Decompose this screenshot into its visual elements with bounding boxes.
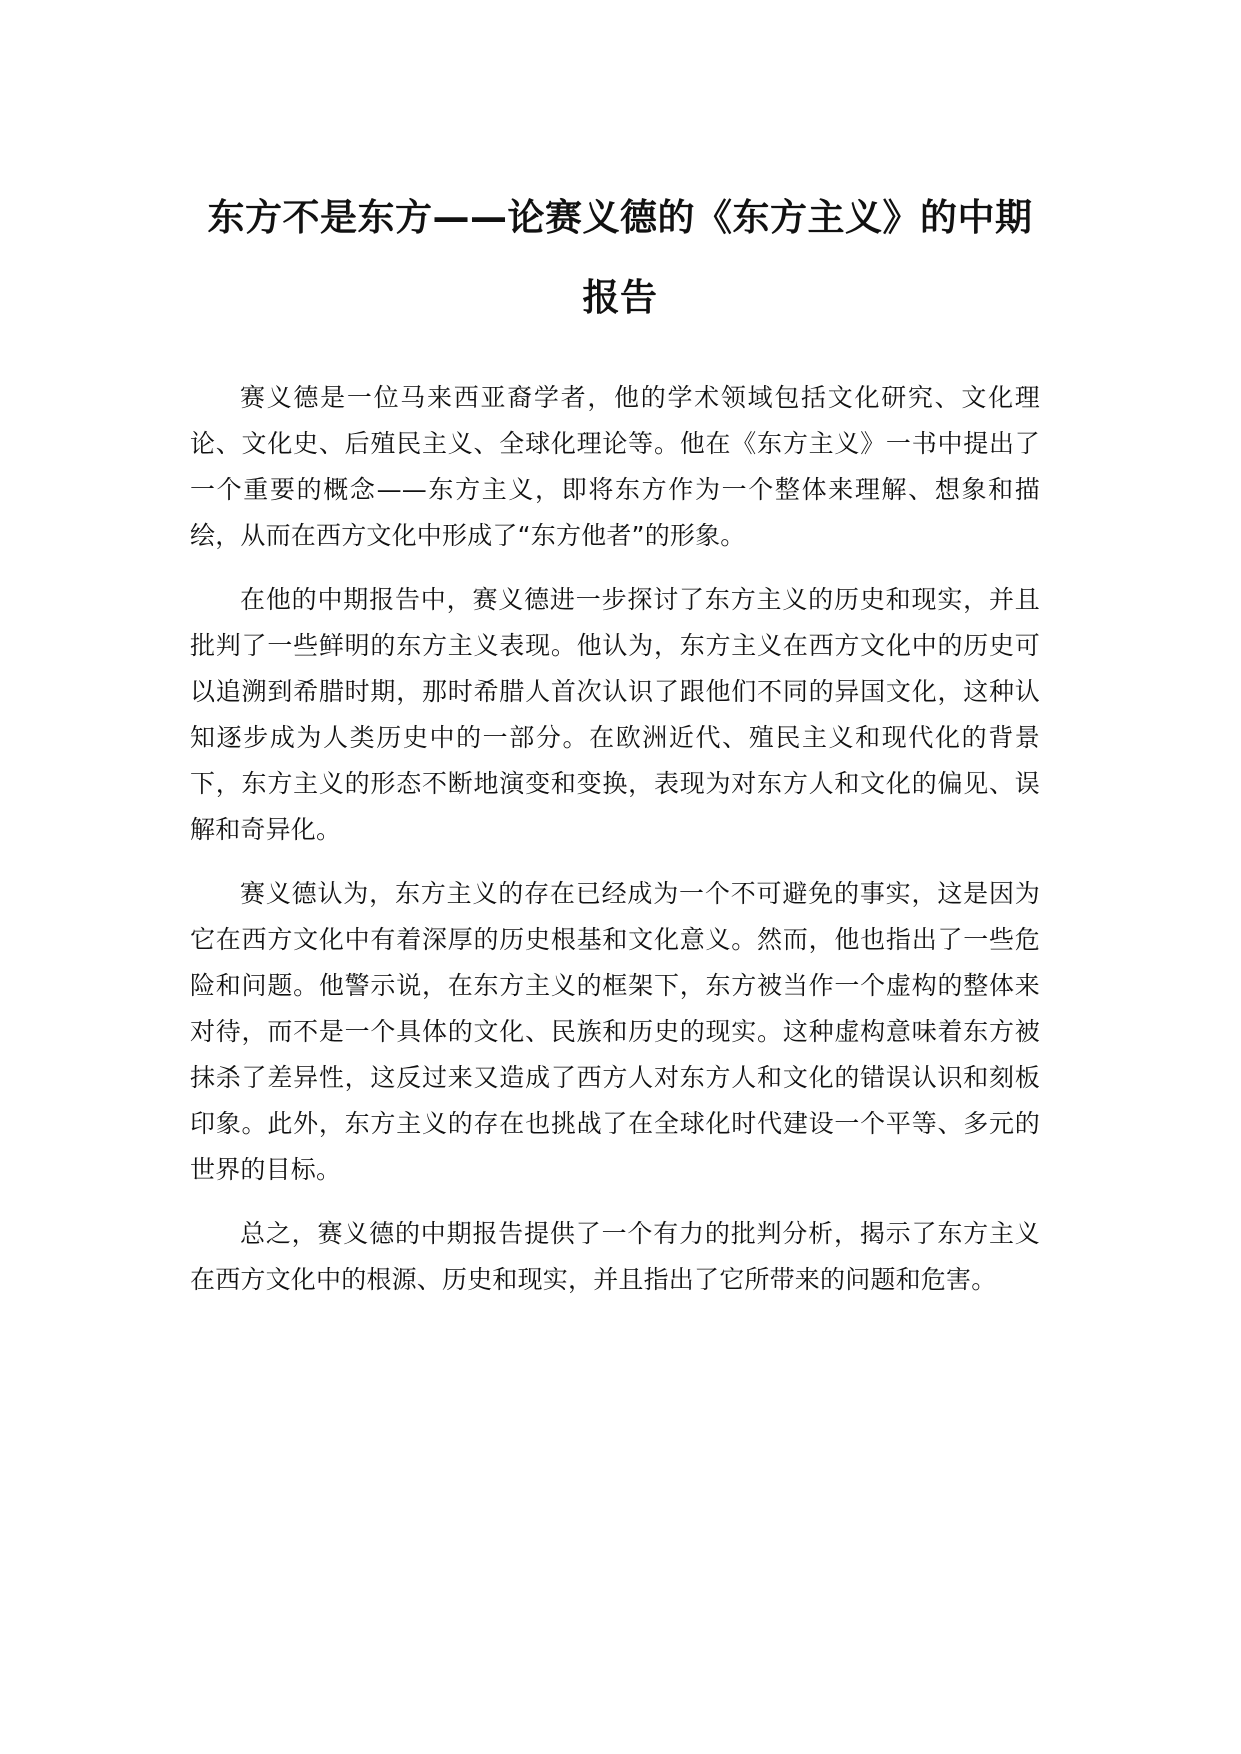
paragraph-2: 在他的中期报告中，赛义德进一步探讨了东方主义的历史和现实，并且批判了一些鲜明的东方主义表现。他认为，东方主义在西方文化中的历史可以追溯到希腊时期，那时希腊人首次认识了跟他们不同的异国文化，这种认知逐步成为人类历史中的一部分。在欧洲近代、殖民主义和现代化的背景下，东方主义的形态不断地演变和变换，表现为对东方人和文化的偏见、误解和奇异化。 (190, 585, 1040, 844)
paragraph-3: 赛义德认为，东方主义的存在已经成为一个不可避免的事实，这是因为它在西方文化中有着深厚的历史根基和文化意义。然而，他也指出了一些危险和问题。他警示说，在东方主义的框架下，东方被当作一个虚构的整体来对待，而不是一个具体的文化、民族和历史的现实。这种虚构意味着东方被抹杀了差异性，这反过来又造成了西方人对东方人和文化的错误认识和刻板印象。此外，东方主义的存在也挑战了在全球化时代建设一个平等、多元的世界的目标。 (190, 879, 1040, 1184)
document-body (190, 375, 1040, 1321)
document-title: 东方不是东方——论赛义德的《东方主义》的中期报告 (207, 196, 1033, 319)
paragraph-1: 赛义德是一位马来西亚裔学者，他的学术领域包括文化研究、文化理论、文化史、后殖民主义、全球化理论等。他在《东方主义》一书中提出了一个重要的概念——东方主义，即将东方作为一个整体来理解、想象和描绘，从而在西方文化中形成了“东方他者”的形象。 (190, 383, 1040, 550)
paragraph-4: 总之，赛义德的中期报告提供了一个有力的批判分析，揭示了东方主义在西方文化中的根源、历史和现实，并且指出了它所带来的问题和危害。 (190, 1219, 1040, 1294)
